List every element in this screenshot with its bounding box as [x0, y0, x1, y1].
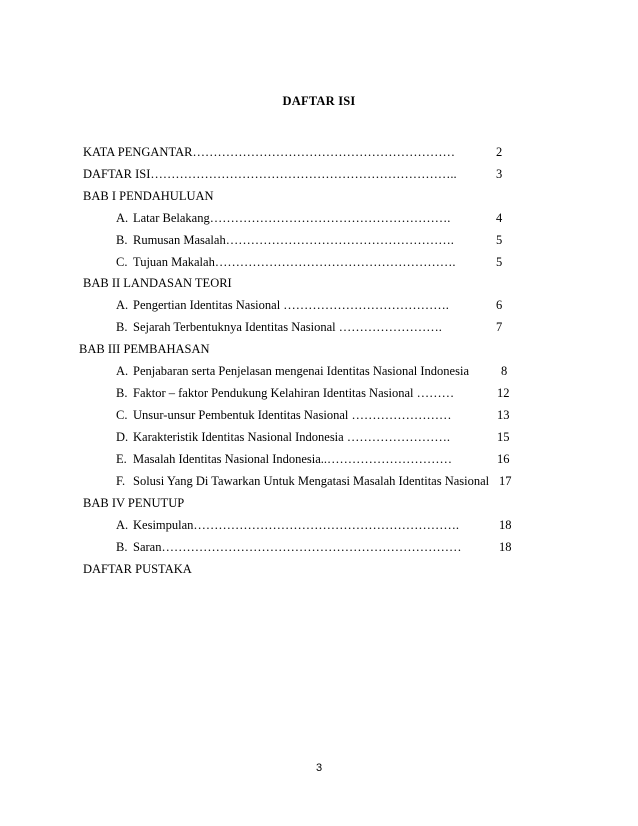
toc-chapter-label: BAB IV PENUTUP [83, 496, 185, 510]
toc-entry-letter: A. [116, 211, 129, 225]
toc-page-number: 8 [501, 364, 508, 378]
toc-entry-label: Kesimpulan………………………………………………………. [133, 518, 460, 532]
toc-page-number: 12 [497, 386, 510, 400]
toc-page-number: 5 [496, 233, 503, 247]
toc-entry-label: Karakteristik Identitas Nasional Indonesia ……………………. [133, 430, 450, 444]
toc-page-number: 6 [496, 298, 503, 312]
toc-entry-letter: E. [116, 452, 127, 466]
toc-entry-label: DAFTAR PUSTAKA [83, 562, 192, 576]
toc-page-number: 7 [496, 320, 503, 334]
toc-entry-tujuan-makalah[interactable] [0, 255, 638, 273]
toc-entry-letter: C. [116, 408, 128, 422]
toc-entry-letter: C. [116, 255, 128, 269]
toc-chapter-bab-2[interactable] [0, 276, 638, 294]
toc-page-number: 18 [499, 540, 512, 554]
toc-entry-label: Latar Belakang…………………………………………………. [133, 211, 451, 225]
toc-page-number: 16 [497, 452, 510, 466]
toc-entry-daftar-pustaka[interactable] [0, 562, 638, 580]
toc-page-number: 3 [496, 167, 503, 181]
toc-page-number: 15 [497, 430, 510, 444]
toc-entry-kata-pengantar[interactable] [0, 145, 638, 163]
toc-page-number: 4 [496, 211, 503, 225]
toc-page-number: 18 [499, 518, 512, 532]
toc-entry-letter: A. [116, 518, 129, 532]
toc-entry-letter: A. [116, 364, 129, 378]
toc-entry-kesimpulan[interactable] [0, 518, 638, 536]
toc-entry-label: Solusi Yang Di Tawarkan Untuk Mengatasi Masalah Identitas Nasional [133, 474, 490, 488]
toc-page-number: 2 [496, 145, 503, 159]
toc-entry-penjabaran[interactable] [0, 364, 638, 382]
toc-entry-letter: B. [116, 233, 128, 247]
toc-entry-rumusan-masalah[interactable] [0, 233, 638, 251]
toc-entry-label: Unsur-unsur Pembentuk Identitas Nasional …………………… [133, 408, 452, 422]
toc-entry-label: Saran……………………………………………………………… [133, 540, 462, 554]
page-title: DAFTAR ISI [282, 94, 356, 108]
toc-entry-letter: A. [116, 298, 129, 312]
toc-entry-label: Pengertian Identitas Nasional …………………………………. [133, 298, 449, 312]
toc-entry-label: Penjabaran serta Penjelasan mengenai Identitas Nasional Indonesia [133, 364, 469, 378]
toc-entry-daftar-isi[interactable] [0, 167, 638, 185]
toc-entry-label: DAFTAR ISI……………………………………………………………….. [83, 167, 457, 181]
toc-chapter-bab-1[interactable] [0, 189, 638, 207]
toc-chapter-label: BAB II LANDASAN TEORI [83, 276, 232, 290]
toc-entry-solusi[interactable] [0, 474, 638, 492]
toc-entry-letter: B. [116, 386, 128, 400]
toc-entry-label: Faktor – faktor Pendukung Kelahiran Identitas Nasional ……… [133, 386, 455, 400]
toc-page-number: 17 [499, 474, 512, 488]
toc-entry-faktor[interactable] [0, 386, 638, 404]
toc-entry-label: Rumusan Masalah………………………………………………. [133, 233, 454, 247]
toc-entry-pengertian[interactable] [0, 298, 638, 316]
page-number: 3 [315, 762, 323, 774]
toc-entry-karakteristik[interactable] [0, 430, 638, 448]
toc-chapter-label: BAB I PENDAHULUAN [83, 189, 214, 203]
toc-entry-letter: B. [116, 320, 128, 334]
toc-page-number: 5 [496, 255, 503, 269]
toc-entry-label: KATA PENGANTAR……………………………………………………… [83, 145, 455, 159]
toc-entry-unsur[interactable] [0, 408, 638, 426]
toc-entry-masalah[interactable] [0, 452, 638, 470]
toc-chapter-bab-3[interactable] [0, 342, 638, 360]
toc-chapter-bab-4[interactable] [0, 496, 638, 514]
toc-entry-label: Masalah Identitas Nasional Indonesia..………………………… [133, 452, 453, 466]
toc-entry-label: Sejarah Terbentuknya Identitas Nasional ……………………. [133, 320, 442, 334]
toc-entry-saran[interactable] [0, 540, 638, 558]
toc-entry-letter: F. [116, 474, 126, 488]
toc-entry-letter: D. [116, 430, 129, 444]
toc-page-number: 13 [497, 408, 510, 422]
toc-chapter-label: BAB III PEMBAHASAN [79, 342, 210, 356]
toc-entry-latar-belakang[interactable] [0, 211, 638, 229]
toc-entry-label: Tujuan Makalah…………………………………………………. [133, 255, 456, 269]
toc-entry-letter: B. [116, 540, 128, 554]
toc-entry-sejarah[interactable] [0, 320, 638, 338]
